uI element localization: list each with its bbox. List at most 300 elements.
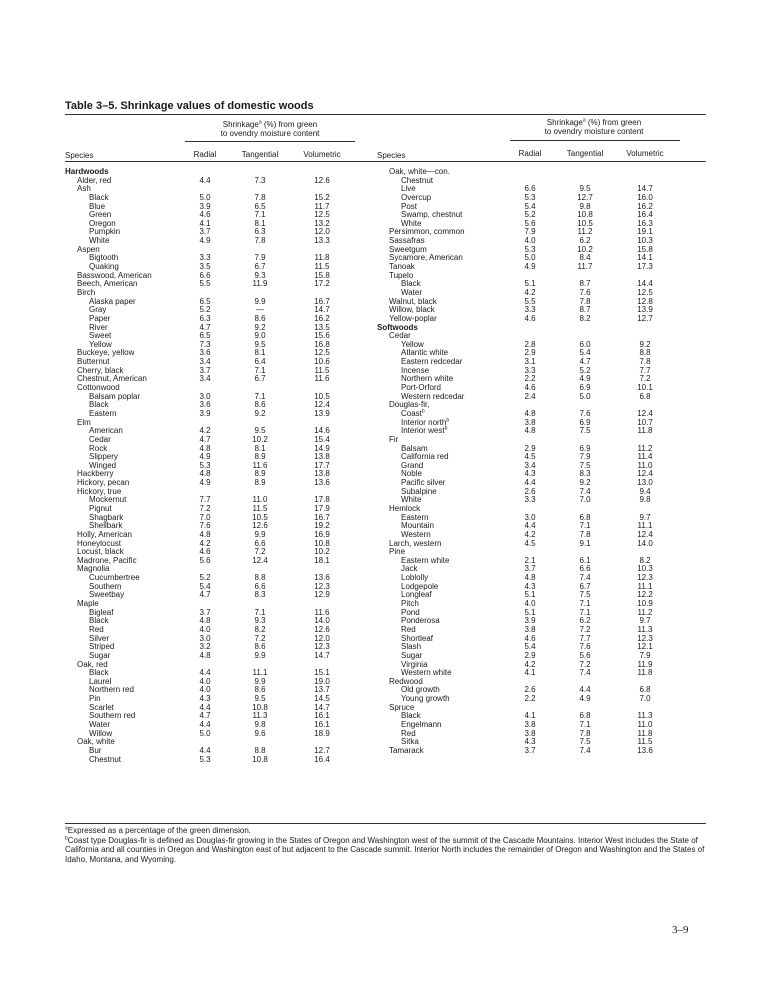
volumetric-value: 12.3 — [314, 642, 330, 652]
volumetric-value: 16.2 — [314, 313, 330, 323]
volumetric-value: 17.3 — [637, 262, 653, 272]
volumetric-value: 11.5 — [637, 737, 653, 747]
species-name: Locust, black — [77, 547, 124, 557]
species-name: Willow, black — [389, 305, 435, 315]
volumetric-value: 15.1 — [314, 668, 330, 678]
volumetric-value: 9.7 — [639, 616, 651, 626]
tangential-value: 11.9 — [252, 279, 268, 289]
volumetric-value: 12.4 — [637, 408, 653, 418]
tangential-value: 7.7 — [579, 633, 591, 643]
species-name: Bur — [89, 745, 102, 755]
species-name: White — [401, 495, 422, 505]
tangential-value: 8.7 — [579, 279, 591, 289]
volumetric-value: 11.2 — [637, 443, 653, 453]
radial-value: 4.2 — [524, 287, 536, 297]
volumetric-value: 14.9 — [314, 443, 330, 453]
tangential-value: 7.1 — [579, 521, 591, 531]
radial-value: 4.2 — [524, 529, 536, 539]
radial-value: 4.9 — [199, 236, 211, 246]
right-species-column — [377, 168, 507, 756]
right-header-subrule — [510, 140, 680, 141]
volumetric-value: 11.8 — [637, 728, 653, 738]
tangential-value: 9.9 — [254, 676, 266, 686]
tangential-value: 7.5 — [579, 737, 591, 747]
tangential-value: 8.1 — [254, 218, 266, 228]
tangential-value: 6.5 — [254, 201, 266, 211]
group-heading: Softwoods — [377, 322, 418, 332]
radial-value: 5.5 — [524, 296, 536, 306]
radial-value: 3.7 — [199, 227, 211, 237]
tangential-value: 9.8 — [579, 201, 591, 211]
volumetric-value: 8.2 — [639, 555, 651, 565]
radial-value: 7.2 — [199, 503, 211, 513]
radial-value: 4.3 — [199, 694, 211, 704]
radial-value: 4.5 — [524, 452, 536, 462]
species-name: Northern red — [89, 685, 134, 695]
volumetric-value: 7.9 — [639, 650, 651, 660]
volumetric-value — [617, 168, 673, 177]
tangential-value: 6.7 — [579, 581, 591, 591]
volumetric-value: 13.9 — [314, 408, 330, 418]
tangential-value: 7.8 — [579, 529, 591, 539]
tangential-value: 7.0 — [579, 495, 591, 505]
tangential-value: 9.0 — [254, 331, 266, 341]
radial-value: 5.0 — [199, 728, 211, 738]
species-name: Fir — [389, 434, 399, 444]
left-species-header: Species — [65, 151, 94, 160]
footnote-a: $^a$Expressed as a percentage of the green dimension. — [65, 825, 252, 835]
radial-value: 3.8 — [524, 720, 536, 729]
tangential-value: 9.1 — [579, 538, 591, 548]
volumetric-value: 12.9 — [314, 590, 330, 600]
volumetric-value: 13.7 — [314, 685, 330, 695]
species-name: Sycamore, American — [389, 253, 463, 263]
volumetric-value: 14.6 — [314, 426, 330, 436]
right-shrinkage-header: Shrinkage$^a$ (%) from green to ovendry moisture content — [544, 117, 644, 136]
volumetric-value: 12.8 — [637, 296, 653, 306]
volumetric-value: 10.3 — [637, 236, 653, 246]
radial-value: 4.5 — [524, 538, 536, 548]
tangential-value: 7.1 — [579, 607, 591, 617]
radial-value: 4.0 — [199, 624, 211, 634]
header-bottom-rule — [65, 161, 706, 162]
species-name: White — [89, 236, 110, 246]
tangential-value: 7.1 — [579, 599, 591, 609]
tangential-value: 6.9 — [579, 443, 591, 453]
right-radial-column — [515, 168, 545, 756]
volumetric-value: 11.4 — [637, 452, 653, 462]
species-name: Western redcedar — [401, 391, 465, 401]
volumetric-value: 12.6 — [314, 624, 330, 634]
radial-value: 2.1 — [524, 555, 536, 565]
species-name: Pine — [389, 547, 406, 557]
radial-value: 5.0 — [524, 253, 536, 263]
tangential-value: 8.2 — [254, 624, 266, 634]
radial-value: 2.6 — [524, 486, 536, 496]
right-volumetric-header: Volumetric — [626, 149, 664, 158]
volumetric-value: 12.3 — [637, 633, 653, 643]
tangential-value: 7.8 — [254, 236, 266, 246]
radial-value: 4.4 — [199, 668, 211, 678]
radial-value: 4.9 — [524, 262, 536, 272]
tangential-value: 9.2 — [579, 478, 591, 488]
radial-value: 5.2 — [199, 305, 211, 315]
tangential-value: 7.1 — [254, 210, 266, 220]
radial-value: 4.4 — [199, 745, 211, 755]
species-name: Tamarack — [389, 745, 424, 755]
volumetric-value: 16.3 — [637, 218, 653, 228]
volumetric-value: 12.3 — [314, 581, 330, 591]
species-name: Douglas-fir, — [389, 400, 430, 410]
tangential-value: 6.3 — [254, 227, 266, 237]
radial-value: 4.3 — [524, 737, 536, 747]
tangential-value: 7.4 — [579, 668, 591, 678]
radial-value: 5.4 — [524, 642, 536, 652]
radial-value: 4.9 — [199, 478, 211, 488]
species-name: Aspen — [77, 244, 100, 254]
volumetric-value: 16.4 — [637, 210, 653, 220]
radial-value — [515, 168, 545, 177]
species-name: Cottonwood — [77, 383, 120, 393]
species-name: Engelmann — [401, 720, 442, 729]
tangential-value: 11.2 — [577, 227, 593, 237]
right-radial-header: Radial — [518, 149, 542, 158]
species-name: Balsam — [401, 443, 428, 453]
species-name: Pond — [401, 607, 420, 617]
radial-value: 4.0 — [199, 676, 211, 686]
volumetric-value: 16.7 — [314, 296, 330, 306]
tangential-value: 11.6 — [252, 460, 268, 470]
right-tangential-column — [559, 168, 611, 756]
volumetric-value: 18.9 — [314, 728, 330, 738]
radial-value: 5.4 — [199, 581, 211, 591]
species-name: Red — [401, 624, 416, 634]
species-name: Gray — [89, 305, 107, 315]
tangential-value: 7.5 — [579, 590, 591, 600]
tangential-value: 9.5 — [579, 184, 591, 194]
volumetric-value: 10.6 — [314, 357, 330, 367]
species-name: Black — [89, 668, 109, 678]
volumetric-value: 11.0 — [637, 460, 653, 470]
volumetric-value: 15.8 — [637, 244, 653, 254]
page-number: 3–9 — [672, 924, 689, 936]
volumetric-value: 8.8 — [639, 348, 651, 358]
species-name: Holly, American — [77, 529, 132, 539]
volumetric-value: 11.5 — [314, 365, 330, 375]
tangential-value: 7.1 — [579, 720, 591, 729]
species-name: Balsam poplar — [89, 391, 141, 401]
tangential-value: 5.2 — [579, 365, 591, 375]
tangential-value: 12.4 — [252, 555, 268, 565]
tangential-value: 6.9 — [579, 383, 591, 393]
radial-value: 5.0 — [199, 192, 211, 202]
species-name: Spruce — [389, 702, 415, 712]
table-title: Table 3–5. Shrinkage values of domestic woods — [65, 100, 314, 112]
radial-value: 4.7 — [199, 434, 211, 444]
species-name: Tupelo — [389, 270, 414, 280]
species-name: Ponderosa — [401, 616, 440, 626]
species-name: Blue — [89, 201, 106, 211]
tangential-value: 4.9 — [579, 694, 591, 704]
species-name: Eastern redcedar — [401, 357, 463, 367]
radial-value: 4.8 — [524, 408, 536, 418]
tangential-value: 8.9 — [254, 469, 266, 479]
volumetric-value: 19.1 — [637, 227, 653, 237]
volumetric-value: 16.1 — [314, 711, 330, 721]
species-name: Sweetbay — [89, 590, 125, 600]
left-tangential-column — [234, 168, 286, 764]
species-name: Alaska paper — [89, 296, 136, 306]
radial-value: 7.3 — [199, 339, 211, 349]
radial-value: 6.5 — [199, 331, 211, 341]
volumetric-value: 19.0 — [314, 676, 330, 686]
tangential-value: 7.5 — [579, 426, 591, 436]
species-name: Shellbark — [89, 521, 123, 531]
species-name: California red — [401, 452, 449, 462]
volumetric-value: 15.6 — [314, 331, 330, 341]
tangential-value: 7.8 — [579, 296, 591, 306]
species-name: Birch — [77, 287, 96, 297]
tangential-value: 8.2 — [579, 313, 591, 323]
volumetric-value: 9.4 — [639, 486, 651, 496]
tangential-value: 11.5 — [252, 503, 268, 513]
species-name: Honeylocust — [77, 538, 122, 548]
volumetric-value: 7.0 — [639, 694, 651, 704]
volumetric-value: 12.5 — [637, 287, 653, 297]
tangential-value: 6.0 — [579, 339, 591, 349]
species-name: Water — [89, 720, 111, 729]
volumetric-value: 12.0 — [314, 227, 330, 237]
tangential-value: 7.3 — [254, 175, 266, 185]
species-name: Incense — [401, 365, 430, 375]
tangential-value: 9.5 — [254, 694, 266, 704]
volumetric-value: 14.1 — [637, 253, 653, 263]
species-name: Silver — [89, 633, 110, 643]
species-name: Post — [401, 201, 418, 211]
radial-value: 2.6 — [524, 685, 536, 695]
species-name: Hickory, pecan — [77, 478, 130, 488]
left-header-subrule — [185, 141, 355, 142]
radial-value: 7.6 — [199, 521, 211, 531]
volumetric-value: 11.0 — [637, 720, 653, 729]
volumetric-value: 14.4 — [637, 279, 653, 289]
tangential-value: 6.9 — [579, 417, 591, 427]
radial-value: 3.8 — [524, 728, 536, 738]
volumetric-value: 14.7 — [637, 184, 653, 194]
volumetric-value: 13.3 — [314, 236, 330, 246]
tangential-value: 7.2 — [579, 659, 591, 669]
volumetric-value: 17.2 — [314, 279, 330, 289]
tangential-value: 10.8 — [577, 210, 593, 220]
volumetric-value: 16.7 — [314, 512, 330, 522]
species-name: Quaking — [89, 262, 119, 272]
tangential-value: 8.8 — [254, 573, 266, 583]
species-name: Pignut — [89, 503, 112, 513]
radial-value: 4.7 — [199, 711, 211, 721]
radial-value: 2.2 — [524, 694, 536, 704]
tangential-value: 7.4 — [579, 745, 591, 755]
volumetric-value: 11.8 — [314, 253, 330, 263]
species-name: Mockernut — [89, 495, 127, 505]
radial-value: 5.2 — [524, 210, 536, 220]
tangential-value: 6.8 — [579, 512, 591, 522]
tangential-value: 8.4 — [579, 253, 591, 263]
left-volumetric-header: Volumetric — [303, 150, 341, 159]
volumetric-value: 12.5 — [314, 348, 330, 358]
radial-value: 3.9 — [199, 408, 211, 418]
radial-value: 3.9 — [524, 616, 536, 626]
species-name: Swamp, chestnut — [401, 210, 463, 220]
species-name: Yellow — [89, 339, 112, 349]
radial-value: 4.4 — [524, 478, 536, 488]
species-name: Interior north$^b$ — [401, 416, 450, 427]
species-name: Shortleaf — [401, 633, 434, 643]
volumetric-value: 14.7 — [314, 702, 330, 712]
tangential-value: 6.7 — [254, 374, 266, 384]
species-name: Pacific silver — [401, 478, 446, 488]
radial-value: 2.8 — [524, 339, 536, 349]
species-name: Black — [401, 279, 421, 289]
radial-value: 3.0 — [199, 633, 211, 643]
volumetric-value: 13.9 — [637, 305, 653, 315]
tangential-value: 8.6 — [254, 313, 266, 323]
volumetric-value: 14.0 — [637, 538, 653, 548]
radial-value: 4.0 — [524, 236, 536, 246]
radial-value: 4.4 — [199, 702, 211, 712]
species-name: Overcup — [401, 192, 432, 202]
tangential-value: 7.4 — [579, 573, 591, 583]
radial-value: 4.6 — [524, 313, 536, 323]
species-name: Chestnut, American — [77, 374, 147, 384]
right-tangential-header: Tangential — [566, 149, 604, 158]
volumetric-value: 13.2 — [314, 218, 330, 228]
radial-value: 3.3 — [524, 495, 536, 505]
radial-value: 6.5 — [199, 296, 211, 306]
volumetric-value: 15.8 — [314, 270, 330, 280]
species-name: Water — [401, 287, 423, 297]
species-name: Bigleaf — [89, 607, 114, 617]
tangential-value: 8.3 — [254, 590, 266, 600]
species-name: Ash — [77, 184, 91, 194]
radial-value: 2.9 — [524, 443, 536, 453]
volumetric-value: 13.6 — [314, 478, 330, 488]
radial-value: 7.7 — [199, 495, 211, 505]
radial-value: 4.4 — [199, 720, 211, 729]
species-name: Slippery — [89, 452, 118, 462]
species-name: Noble — [401, 469, 422, 479]
species-name: Pumpkin — [89, 227, 121, 237]
species-name: Sassafras — [389, 236, 425, 246]
volumetric-value: 13.8 — [314, 452, 330, 462]
radial-value: 5.3 — [524, 244, 536, 254]
radial-value: 4.0 — [524, 599, 536, 609]
species-name: Longleaf — [401, 590, 432, 600]
species-name: Green — [89, 210, 112, 220]
top-rule — [65, 114, 706, 115]
species-name: Maple — [77, 599, 99, 609]
volumetric-value: 10.5 — [314, 391, 330, 401]
volumetric-value: 13.8 — [314, 469, 330, 479]
radial-value: 4.0 — [199, 685, 211, 695]
radial-value: 3.4 — [524, 460, 536, 470]
volumetric-value: 10.7 — [637, 417, 653, 427]
tangential-value: — — [256, 305, 264, 315]
volumetric-value: 19.2 — [314, 521, 330, 531]
radial-value: 4.9 — [199, 452, 211, 462]
volumetric-value: 13.0 — [637, 478, 653, 488]
tangential-value: 6.6 — [254, 581, 266, 591]
table-bottom-rule — [65, 823, 706, 824]
tangential-value: 12.6 — [252, 521, 268, 531]
species-name: Chestnut — [89, 754, 122, 764]
radial-value: 4.6 — [199, 547, 211, 557]
radial-value: 3.2 — [199, 642, 211, 652]
species-name: Coast$^b$ — [401, 408, 425, 418]
species-name: Pitch — [401, 599, 419, 609]
species-name: Sitka — [401, 737, 419, 747]
tangential-value: 11.3 — [252, 711, 268, 721]
volumetric-value: 11.9 — [637, 659, 653, 669]
species-name: Red — [89, 624, 104, 634]
radial-value: 4.8 — [199, 650, 211, 660]
radial-value: 2.2 — [524, 374, 536, 384]
species-name: Magnolia — [77, 564, 110, 574]
radial-value: 4.2 — [524, 659, 536, 669]
tangential-value: 6.2 — [579, 236, 591, 246]
volumetric-value: 13.5 — [314, 322, 330, 332]
tangential-value: 10.8 — [252, 702, 268, 712]
radial-value: 3.5 — [199, 262, 211, 272]
tangential-value: 8.9 — [254, 452, 266, 462]
radial-value: 5.3 — [524, 192, 536, 202]
species-name: Cherry, black — [77, 365, 124, 375]
tangential-value — [559, 168, 611, 177]
volumetric-value: 10.9 — [637, 599, 653, 609]
volumetric-value: 16.9 — [314, 529, 330, 539]
volumetric-value: 13.6 — [314, 573, 330, 583]
radial-value: 3.1 — [524, 357, 536, 367]
radial-value: 6.3 — [199, 313, 211, 323]
tangential-value: 7.1 — [254, 607, 266, 617]
volumetric-value: 12.6 — [314, 175, 330, 185]
footnote-b: $^b$Coast type Douglas-fir is defined as Douglas-fir growing in the States of Oregon and Washington west of the summit of the Cascade Mountains. Interior West includes the State of California and all counties in Oregon and Washington east of but adjacent to the Cascade summit. Interior North includes the remainder of Oregon and Washington and the States of Idaho, Montana, and Wyoming. — [65, 834, 705, 864]
tangential-value: 4.7 — [579, 357, 591, 367]
radial-value: 3.7 — [199, 607, 211, 617]
tangential-value: 8.6 — [254, 400, 266, 410]
species-name: Persimmon, common — [389, 227, 465, 237]
tangential-value: 8.1 — [254, 443, 266, 453]
tangential-value: 6.1 — [579, 555, 591, 565]
species-name: Subalpine — [401, 486, 437, 496]
radial-value: 4.7 — [199, 322, 211, 332]
volumetric-value: 11.5 — [314, 262, 330, 272]
species-name: Cedar — [389, 331, 411, 341]
volumetric-value: 11.6 — [314, 607, 330, 617]
radial-value: 7.9 — [524, 227, 536, 237]
volumetric-value: 12.3 — [637, 573, 653, 583]
tangential-value — [559, 324, 611, 333]
tangential-value: 7.2 — [579, 624, 591, 634]
tangential-value: 8.6 — [254, 685, 266, 695]
species-name: Black — [89, 400, 109, 410]
tangential-value: 5.4 — [579, 348, 591, 358]
radial-value: 3.7 — [199, 365, 211, 375]
tangential-value: 7.2 — [254, 633, 266, 643]
volumetric-value: 9.8 — [639, 495, 651, 505]
tangential-value: 10.5 — [252, 512, 268, 522]
tangential-value: 8.6 — [254, 642, 266, 652]
volumetric-value: 12.4 — [637, 529, 653, 539]
